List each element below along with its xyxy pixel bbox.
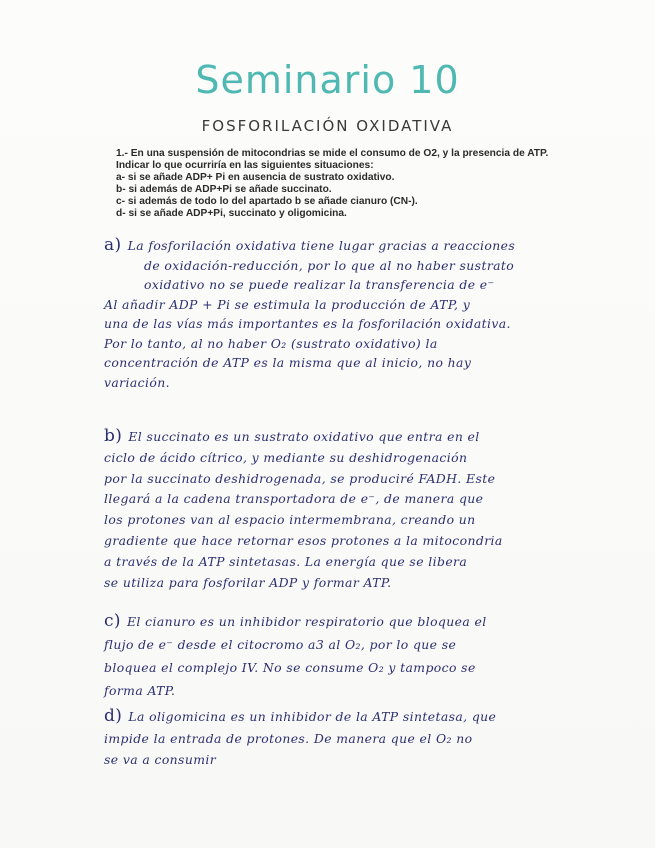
answer-line: oxidativo no se puede realizar la transferencia de e⁻ bbox=[144, 277, 495, 292]
answer-line: por la succinato deshidrogenada, se produciré FADH. Este bbox=[104, 470, 496, 486]
answer-line: se utiliza para fosforilar ADP y formar ATP. bbox=[104, 574, 392, 590]
answer-line: los protones van al espacio intermembrana, creando un bbox=[104, 512, 476, 528]
answer-label: b) bbox=[104, 426, 123, 446]
answer-line: concentración de ATP es la misma que al inicio, no hay bbox=[104, 355, 472, 370]
answer-line: c) El cianuro es un inhibidor respiratorio que bloquea el bbox=[104, 611, 487, 631]
answer-line: se va a consumir bbox=[104, 752, 217, 767]
answer-line: b) El succinato es un sustrato oxidativo que entra en el bbox=[104, 426, 480, 446]
answer-line: de oxidación-reducción, por lo que al no haber sustrato bbox=[144, 257, 515, 273]
question-intro: 1.- En una suspensión de mitocondrias se mide el consumo de O2, y la presencia de ATP. Indicar lo que ocurriría en las siguientes situaciones: bbox=[116, 148, 549, 171]
answer-line: llegará a la cadena transportadora de e⁻, de manera que bbox=[104, 491, 484, 507]
question-item-d: d- si se añade ADP+Pi, succinato y oligomicina. bbox=[116, 208, 347, 219]
answer-line: bloquea el complejo IV. No se consume O₂ y tampoco se bbox=[104, 660, 476, 675]
answer-line: variación. bbox=[104, 374, 170, 390]
answer-a bbox=[104, 236, 574, 392]
answer-line: d) La oligomicina es un inhibidor de la ATP sintetasa, que bbox=[104, 706, 497, 726]
answer-line: a) La fosforilación oxidativa tiene lugar gracias a reacciones bbox=[104, 235, 516, 255]
answer-line: una de las vías más importantes es la fosforilación oxidativa. bbox=[104, 316, 511, 331]
answer-line: Por lo tanto, al no haber O₂ (sustrato oxidativo) la bbox=[104, 335, 438, 351]
question-block bbox=[116, 148, 576, 220]
answer-b bbox=[104, 426, 574, 593]
answer-line: impide la entrada de protones. De manera que el O₂ no bbox=[104, 730, 473, 746]
question-item-c: c- si además de todo lo del apartado b se añade cianuro (CN-). bbox=[116, 196, 418, 207]
answer-label: a) bbox=[104, 235, 122, 255]
answer-d bbox=[104, 706, 574, 771]
page-subtitle: FOSFORILACIÓN OXIDATIVA bbox=[201, 117, 454, 135]
answer-c bbox=[104, 610, 574, 702]
answer-line: flujo de e⁻ desde el citocromo a3 al O₂, por lo que se bbox=[104, 637, 457, 652]
answer-line: gradiente que hace retornar esos protones a la mitocondria bbox=[104, 532, 503, 548]
answer-label: c) bbox=[104, 611, 121, 631]
answer-line: Al añadir ADP + Pi se estimula la producción de ATP, y bbox=[104, 296, 471, 312]
answer-line: a través de la ATP sintetasas. La energía que se libera bbox=[104, 553, 468, 569]
question-item-b: b- si además de ADP+Pi se añade succinato. bbox=[116, 184, 332, 195]
answer-label: d) bbox=[104, 706, 123, 726]
page-title: Seminario 10 bbox=[195, 58, 460, 102]
answer-line: forma ATP. bbox=[104, 683, 176, 698]
question-item-a: a- si se añade ADP+ Pi en ausencia de sustrato oxidativo. bbox=[116, 172, 395, 183]
answer-line: ciclo de ácido cítrico, y mediante su deshidrogenación bbox=[104, 449, 468, 465]
